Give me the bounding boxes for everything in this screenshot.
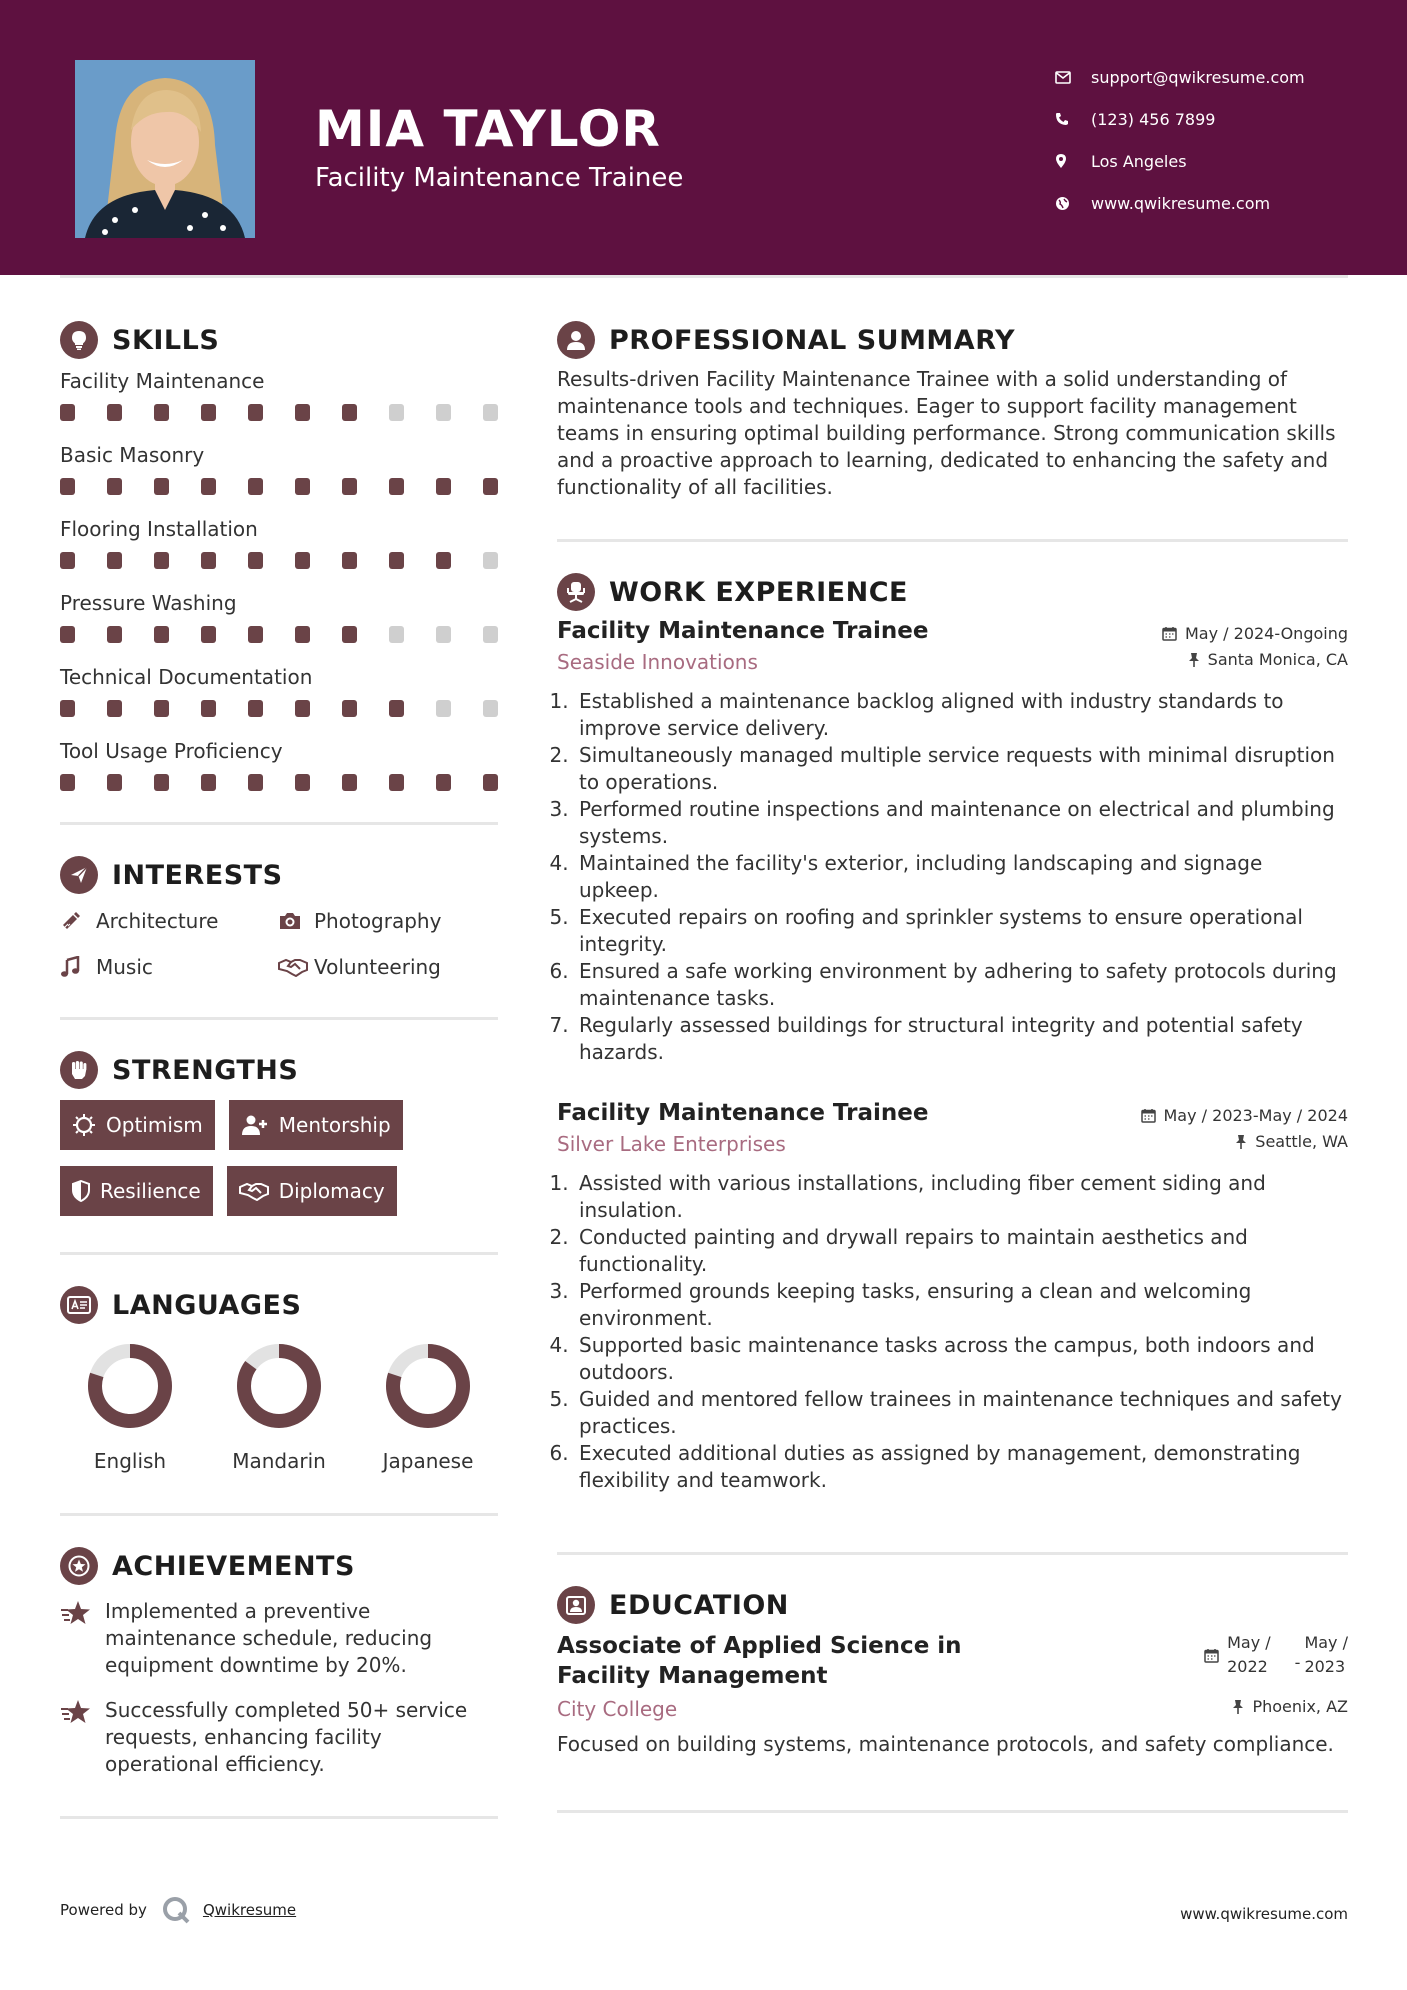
- job-entry: [557, 618, 1348, 1066]
- skill-dot-filled: [483, 478, 498, 495]
- skill-dot-empty: [436, 626, 451, 643]
- skill-dot-filled: [248, 552, 263, 569]
- achievement-item: [60, 1697, 498, 1778]
- bullet-item: 4. Supported basic maintenance tasks across the campus, both indoors and outdoors.: [575, 1332, 1348, 1386]
- calendar-icon: [1141, 1108, 1156, 1123]
- skill-dot-empty: [483, 626, 498, 643]
- skills-list: [60, 366, 498, 810]
- skill-name: Basic Masonry: [60, 443, 205, 467]
- job-dates: May / 2024-Ongoing: [1162, 624, 1348, 643]
- section-divider: [557, 1810, 1348, 1813]
- skill-dot-filled: [60, 552, 75, 569]
- contact-location: Los Angeles: [1055, 140, 1385, 182]
- strengths-heading: STRENGTHS: [112, 1054, 299, 1086]
- summary-heading: PROFESSIONAL SUMMARY: [609, 324, 1016, 356]
- interest-label: Architecture: [96, 909, 219, 933]
- interest-item: [278, 951, 498, 983]
- star-icon: [60, 1598, 105, 1679]
- bullet-item: 6. Executed additional duties as assigned by management, demonstrating flexibility and teamwork.: [575, 1440, 1348, 1494]
- lightbulb-icon: [60, 321, 98, 359]
- skill-dot-filled: [248, 774, 263, 791]
- skill-dot-filled: [201, 700, 216, 717]
- skill-dot-filled: [60, 404, 75, 421]
- section-divider: [60, 1513, 498, 1516]
- pushpin-icon: [1235, 1134, 1247, 1150]
- skill-name: Flooring Installation: [60, 517, 258, 541]
- shield-icon: [72, 1180, 90, 1202]
- education-description: Focused on building systems, maintenance protocols, and safety compliance.: [557, 1732, 1334, 1756]
- skill-dot-filled: [248, 404, 263, 421]
- skill-dot-filled: [60, 774, 75, 791]
- music-note-icon: [60, 956, 96, 978]
- right-column: [557, 320, 1348, 1813]
- footer-website[interactable]: www.qwikresume.com: [1180, 1905, 1348, 1923]
- section-divider: [60, 1017, 498, 1020]
- language-item: [368, 1341, 488, 1473]
- job-bullets: [557, 688, 1348, 1066]
- header-divider: [60, 275, 1348, 278]
- language-name: English: [93, 1449, 167, 1473]
- camera-icon: [278, 911, 314, 931]
- language-name: Japanese: [382, 1449, 474, 1473]
- school-location: Phoenix, AZ: [1232, 1697, 1348, 1716]
- language-proficiency-ring: [234, 1341, 324, 1431]
- summary-text: Results-driven Facility Maintenance Trainee with a solid understanding of maintenance tools and techniques. Eager to support facility management teams in ensuring optimal building performance. Strong communication skills and a proactive approach to learning, dedicated to enhancing the safety and functionality of all facilities.: [557, 367, 1336, 499]
- interest-item: [278, 905, 498, 937]
- skill-dot-filled: [342, 626, 357, 643]
- user-plus-icon: [241, 1114, 269, 1136]
- skill-dot-filled: [342, 774, 357, 791]
- globe-icon: [1055, 196, 1091, 211]
- qwikresume-logo-icon: [161, 1895, 191, 1925]
- skill-dot-filled: [201, 404, 216, 421]
- skill-name: Technical Documentation: [60, 665, 313, 689]
- skill-rating: [60, 692, 498, 736]
- skill-dot-empty: [389, 404, 404, 421]
- phone-icon: [1055, 112, 1091, 126]
- language-item: [70, 1341, 190, 1473]
- summary-section: [557, 320, 1348, 501]
- calendar-icon: [1204, 1648, 1219, 1663]
- skill-dot-filled: [342, 478, 357, 495]
- star-badge-icon: [60, 1547, 98, 1585]
- sun-icon: [72, 1113, 96, 1137]
- skill-dot-filled: [60, 626, 75, 643]
- skill-item: [60, 662, 498, 736]
- strength-tag: Mentorship: [229, 1100, 403, 1150]
- skill-dot-empty: [483, 404, 498, 421]
- bullet-item: 2. Simultaneously managed multiple service requests with minimal disruption to operations.: [575, 742, 1348, 796]
- job-location: Seattle, WA: [1235, 1132, 1348, 1151]
- achievement-text: Implemented a preventive maintenance schedule, reducing equipment downtime by 20%.: [105, 1599, 433, 1677]
- skill-dot-filled: [107, 774, 122, 791]
- company-name: Seaside Innovations: [557, 650, 758, 674]
- skill-dot-empty: [436, 404, 451, 421]
- interests-section: [60, 855, 498, 983]
- school-name: City College: [557, 1697, 678, 1721]
- interest-label: Music: [96, 955, 153, 979]
- skill-dot-filled: [389, 774, 404, 791]
- left-column: [60, 320, 498, 1819]
- skill-dot-filled: [107, 552, 122, 569]
- skill-dot-filled: [389, 478, 404, 495]
- interest-item: [60, 905, 278, 937]
- skill-dot-filled: [248, 700, 263, 717]
- languages-heading: LANGUAGES: [112, 1289, 302, 1321]
- bullet-item: 5. Executed repairs on roofing and sprinkler systems to ensure operational integrity.: [575, 904, 1348, 958]
- bullet-item: 6. Ensured a safe working environment by adhering to safety protocols during maintenance tasks.: [575, 958, 1348, 1012]
- experience-section: [557, 572, 1348, 1494]
- section-divider: [557, 539, 1348, 542]
- skill-dot-filled: [154, 774, 169, 791]
- raised-fist-icon: [60, 1051, 98, 1089]
- interest-item: [60, 951, 278, 983]
- bullet-item: 2. Conducted painting and drywall repairs to maintain aesthetics and functionality.: [575, 1224, 1348, 1278]
- language-proficiency-ring: [383, 1341, 473, 1431]
- skill-dot-filled: [107, 404, 122, 421]
- contact-list: [1055, 56, 1385, 224]
- bullet-item: 5. Guided and mentored fellow trainees in maintenance techniques and safety practices.: [575, 1386, 1348, 1440]
- skill-dot-filled: [107, 478, 122, 495]
- experience-heading: WORK EXPERIENCE: [609, 576, 908, 608]
- skill-rating: [60, 396, 498, 440]
- skill-dot-filled: [248, 626, 263, 643]
- section-divider: [60, 1252, 498, 1255]
- skill-item: [60, 366, 498, 440]
- interest-label: Photography: [314, 909, 442, 933]
- language-proficiency-ring: [85, 1341, 175, 1431]
- office-chair-icon: [557, 573, 595, 611]
- skill-dot-filled: [436, 774, 451, 791]
- skill-rating: [60, 766, 498, 810]
- skill-item: [60, 736, 498, 810]
- education-heading: EDUCATION: [609, 1589, 789, 1621]
- skill-dot-empty: [483, 700, 498, 717]
- job-location: Santa Monica, CA: [1188, 650, 1348, 669]
- strengths-section: [60, 1050, 498, 1216]
- strength-tag: Resilience: [60, 1166, 213, 1216]
- strength-tag: Diplomacy: [227, 1166, 397, 1216]
- skill-dot-filled: [295, 626, 310, 643]
- skill-rating: [60, 544, 498, 588]
- skill-dot-filled: [201, 626, 216, 643]
- language-card-icon: [60, 1286, 98, 1324]
- graduate-icon: [557, 1586, 595, 1624]
- skill-dot-filled: [342, 552, 357, 569]
- job-title: Facility Maintenance Trainee: [557, 1100, 929, 1126]
- skill-rating: [60, 618, 498, 662]
- profile-photo: [75, 60, 255, 238]
- bullet-item: 4. Maintained the facility's exterior, including landscaping and signage upkeep.: [575, 850, 1348, 904]
- skill-dot-filled: [389, 700, 404, 717]
- skill-dot-filled: [295, 478, 310, 495]
- education-dates: May / 2022 - May / 2023: [1204, 1631, 1348, 1679]
- pushpin-icon: [1188, 652, 1200, 668]
- skill-dot-filled: [295, 404, 310, 421]
- skill-dot-filled: [342, 700, 357, 717]
- calendar-icon: [1162, 626, 1177, 641]
- ruler-pencil-icon: [60, 910, 96, 932]
- job-entry: [557, 1100, 1348, 1494]
- skill-dot-filled: [154, 404, 169, 421]
- pushpin-icon: [1232, 1699, 1244, 1715]
- strength-tag: Optimism: [60, 1100, 215, 1150]
- skill-rating: [60, 470, 498, 514]
- map-pin-icon: [1055, 153, 1091, 169]
- paper-plane-icon: [60, 856, 98, 894]
- skill-dot-filled: [342, 404, 357, 421]
- handshake-icon: [239, 1181, 269, 1201]
- bullet-item: 3. Performed routine inspections and maintenance on electrical and plumbing systems.: [575, 796, 1348, 850]
- envelope-icon: [1055, 71, 1091, 84]
- skill-dot-filled: [60, 700, 75, 717]
- skill-dot-filled: [154, 552, 169, 569]
- skill-dot-filled: [248, 478, 263, 495]
- skill-item: [60, 514, 498, 588]
- section-divider: [557, 1552, 1348, 1555]
- section-divider: [60, 822, 498, 825]
- language-item: [219, 1341, 339, 1473]
- skill-dot-empty: [436, 700, 451, 717]
- skills-heading: SKILLS: [112, 324, 220, 356]
- skill-dot-filled: [154, 700, 169, 717]
- skill-dot-filled: [295, 774, 310, 791]
- achievements-heading: ACHIEVEMENTS: [112, 1550, 355, 1582]
- company-name: Silver Lake Enterprises: [557, 1132, 786, 1156]
- user-icon: [557, 321, 595, 359]
- skill-dot-empty: [389, 626, 404, 643]
- skill-name: Pressure Washing: [60, 591, 237, 615]
- job-dates: May / 2023-May / 2024: [1141, 1106, 1349, 1125]
- bullet-item: 7. Regularly assessed buildings for structural integrity and potential safety hazards.: [575, 1012, 1348, 1066]
- education-section: [557, 1585, 1348, 1758]
- skill-dot-filled: [201, 774, 216, 791]
- skill-dot-filled: [389, 552, 404, 569]
- skill-dot-filled: [295, 552, 310, 569]
- bullet-item: 1. Established a maintenance backlog aligned with industry standards to improve service delivery.: [575, 688, 1348, 742]
- achievement-text: Successfully completed 50+ service requests, enhancing facility operational efficiency.: [105, 1698, 468, 1776]
- job-bullets: [557, 1170, 1348, 1494]
- achievement-item: [60, 1598, 498, 1679]
- language-name: Mandarin: [232, 1449, 326, 1473]
- interests-heading: INTERESTS: [112, 859, 283, 891]
- contact-phone[interactable]: (123) 456 7899: [1055, 98, 1385, 140]
- languages-section: [60, 1285, 498, 1473]
- resume-header: [0, 0, 1407, 275]
- skill-dot-empty: [483, 552, 498, 569]
- handshake-icon: [278, 957, 314, 977]
- footer-powered-by: Powered by Qwikresume: [60, 1895, 296, 1925]
- qwikresume-link[interactable]: Qwikresume: [202, 1901, 297, 1919]
- skill-dot-filled: [60, 478, 75, 495]
- contact-email[interactable]: support@qwikresume.com: [1055, 56, 1385, 98]
- skill-dot-filled: [436, 552, 451, 569]
- skills-section: [60, 320, 498, 810]
- skill-item: [60, 588, 498, 662]
- skill-item: [60, 440, 498, 514]
- bullet-item: 1. Assisted with various installations, including fiber cement siding and insulation.: [575, 1170, 1348, 1224]
- skill-name: Tool Usage Proficiency: [60, 739, 283, 763]
- skill-dot-filled: [295, 700, 310, 717]
- degree-title: Associate of Applied Science in Facility Management: [557, 1633, 962, 1689]
- interest-label: Volunteering: [314, 955, 441, 979]
- skill-dot-filled: [107, 700, 122, 717]
- skill-dot-filled: [436, 478, 451, 495]
- skill-dot-filled: [201, 552, 216, 569]
- achievements-section: [60, 1546, 498, 1778]
- skill-name: Facility Maintenance: [60, 369, 265, 393]
- skill-dot-filled: [154, 626, 169, 643]
- bullet-item: 3. Performed grounds keeping tasks, ensuring a clean and welcoming environment.: [575, 1278, 1348, 1332]
- contact-website[interactable]: www.qwikresume.com: [1055, 182, 1385, 224]
- skill-dot-filled: [483, 774, 498, 791]
- skill-dot-filled: [201, 478, 216, 495]
- job-title: Facility Maintenance Trainee: [557, 618, 929, 644]
- star-icon: [60, 1697, 105, 1778]
- section-divider: [60, 1816, 498, 1819]
- skill-dot-filled: [154, 478, 169, 495]
- candidate-name: MIA TAYLOR: [315, 100, 661, 158]
- candidate-title: Facility Maintenance Trainee: [315, 163, 684, 193]
- skill-dot-filled: [107, 626, 122, 643]
